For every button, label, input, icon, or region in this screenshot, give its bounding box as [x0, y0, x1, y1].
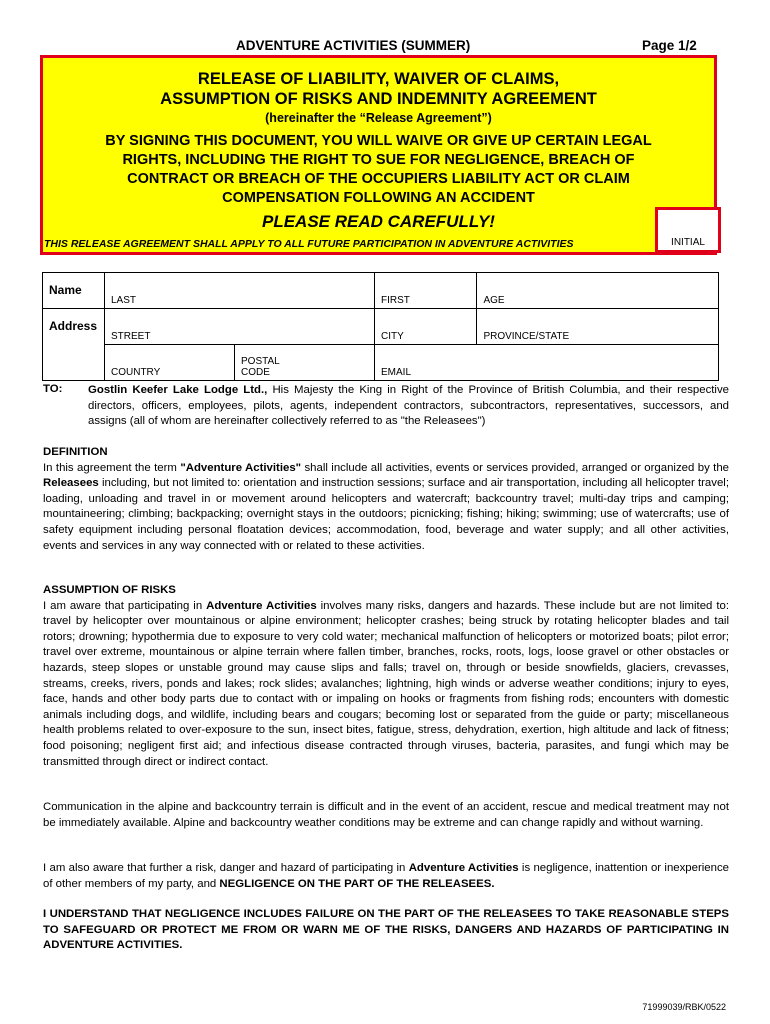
- risks-paragraph: [43, 599, 729, 771]
- banner-warning-line4: COMPENSATION FOLLOWING AN ACCIDENT: [222, 190, 535, 206]
- province-field[interactable]: [477, 309, 719, 345]
- street-label: STREET: [111, 331, 151, 342]
- definition-paragraph: [43, 461, 729, 555]
- postal-label: POSTAL: [241, 356, 280, 367]
- definition-text-3: including, but not limited to: orientation and instruction sessions; surface and air transportation, including all helicopter travel; loading, unloading and travel in or movement around helicopters and watercraft; backcountry travel; multi-day trips and camping; mountaineering; climbing; backpacking; overnight stays in the outdoors; picnicking; fishing; hiking; swimming; use of watercrafts; use of safety equipment including personal floatation devices; accommodation, food, beverage and water supply; and all other activities, events and services in any way connected with or related to these activities.: [43, 477, 729, 552]
- banner-warning-line1: BY SIGNING THIS DOCUMENT, YOU WILL WAIVE OR GIVE UP CERTAIN LEGAL: [105, 133, 652, 149]
- applies-notice: THIS RELEASE AGREEMENT SHALL APPLY TO ALL FUTURE PARTICIPATION IN ADVENTURE ACTIVITIES: [44, 238, 574, 250]
- risks-heading: ASSUMPTION OF RISKS: [43, 584, 176, 596]
- name-label: Name: [43, 273, 105, 309]
- address-label: Address: [43, 309, 105, 381]
- risks-section: [43, 583, 729, 770]
- definition-text-2: shall include all activities, events or services provided, arranged or organized by the: [301, 461, 729, 474]
- initial-label: INITIAL: [671, 237, 705, 248]
- aware-negligence: NEGLIGENCE ON THE PART OF THE RELEASEES.: [219, 877, 495, 890]
- aware-text-2: is negligence, inattention or inexperience of other members of my party, and: [43, 862, 730, 890]
- aware-text-1: I am also aware that further a risk, danger and hazard of participating in: [43, 862, 409, 874]
- participant-info-form: [42, 272, 719, 381]
- aware-paragraph: [43, 861, 729, 892]
- last-name-field[interactable]: [105, 273, 375, 309]
- definition-term: "Adventure Activities": [180, 461, 302, 474]
- postal-code-field[interactable]: [235, 345, 375, 381]
- code-label: CODE: [241, 367, 270, 378]
- definition-releasees: Releasees: [43, 477, 99, 490]
- document-title: ADVENTURE ACTIVITIES (SUMMER): [236, 38, 471, 53]
- first-label: FIRST: [381, 295, 410, 306]
- risks-text-1: I am aware that participating in: [43, 599, 207, 612]
- banner-title-line1: RELEASE OF LIABILITY, WAIVER OF CLAIMS,: [197, 70, 560, 88]
- definition-section: [43, 445, 729, 554]
- email-field[interactable]: [375, 345, 719, 381]
- risks-term: Adventure Activities: [206, 599, 317, 612]
- country-field[interactable]: [105, 345, 235, 381]
- risks-text-2: involves many risks, dangers and hazards. These include but are not limited to: travel by helicopter over mountainous or alpine environment; helicopter crashes; being struck by rotating helicopter blades and tail rotors; drowning; hypothermia due to exposure to very cold water; mechanical malfunction of helicopters or motorized boats; pilot error; travel over extreme, mountainous or alpine terrain where fallen timber, branches, rocks, roots, logs, loose gravel or other obstacles or hazards, steep slopes or unstable ground may cause slips and falls; travel on, through or beside snowfields, glaciers, crevasses, streams, creeks, rivers, ponds and lakes; rock slides; avalanches; lightning, high winds or adverse weather conditions; injury to eyes, face, hands and other body parts due to contact with or impaling on hooks or fragments from fishing rods; encounters with domestic animals including dogs, and wildlife, including bears and cougars; becoming lost or separated from the guide or party; miscellaneous health problems related to over-exposure to the sun, insect bites, fatigue, stress, dehydration, exertion, high altitude and lack of fitness; food poisoning; negligent first aid; and infectious disease contracted through viruses, bacteria, parasites, and fungi which may be transmitted through direct or indirect contact.: [43, 599, 730, 768]
- initial-field[interactable]: [655, 207, 721, 253]
- form-code: 71999039/RBK/0522: [642, 1002, 726, 1012]
- definition-heading: DEFINITION: [43, 446, 108, 458]
- banner-warning-line3: CONTRACT OR BREACH OF THE OCCUPIERS LIABILITY ACT OR CLAIM: [127, 171, 630, 187]
- province-label: PROVINCE/STATE: [483, 331, 570, 342]
- releasees-list: [88, 383, 729, 430]
- company-name: Gostlin Keefer Lake Lodge Ltd.,: [88, 384, 268, 396]
- page-number: Page 1/2: [642, 38, 697, 53]
- banner-subtitle: (hereinafter the “Release Agreement”): [265, 111, 492, 125]
- banner-warning-line2: RIGHTS, INCLUDING THE RIGHT TO SUE FOR NEGLIGENCE, BREACH OF: [122, 152, 635, 168]
- country-label: COUNTRY: [111, 367, 161, 378]
- banner-title-line2: ASSUMPTION OF RISKS AND INDEMNITY AGREEMENT: [160, 90, 597, 108]
- age-label: AGE: [483, 295, 505, 306]
- city-label: CITY: [381, 331, 404, 342]
- communication-paragraph: Communication in the alpine and backcountry terrain is difficult and in the event of an accident, rescue and medical treatment may not be immediately available. Alpine and backcountry weather conditions may be extreme and can change rapidly and without warning.: [43, 801, 729, 829]
- understand-paragraph: I UNDERSTAND THAT NEGLIGENCE INCLUDES FAILURE ON THE PART OF THE RELEASEES TO TAKE REASONABLE STEPS TO SAFEGUARD OR PROTECT ME FROM OR WARN ME OF THE RISKS, DANGERS AND HAZARDS OF PARTICIPATING IN ADVENTURE ACTIVITIES.: [43, 908, 729, 952]
- first-name-field[interactable]: [375, 273, 477, 309]
- aware-term: Adventure Activities: [408, 862, 519, 874]
- definition-text-1: In this agreement the term: [43, 461, 181, 474]
- email-label: EMAIL: [381, 367, 412, 378]
- release-banner: [40, 55, 717, 255]
- age-field[interactable]: [477, 273, 719, 309]
- please-read-carefully: PLEASE READ CAREFULLY!: [262, 212, 495, 231]
- to-label: TO:: [43, 383, 63, 395]
- street-field[interactable]: [105, 309, 375, 345]
- last-label: LAST: [111, 295, 137, 306]
- releasees-text: His Majesty the King in Right of the Province of British Columbia, and their respective directors, officers, employees, pilots, agents, independent contractors, subcontractors, representatives, successors, and assigns (all of whom are hereinafter collectively referred to as "the Releasees"): [88, 384, 729, 428]
- city-field[interactable]: [375, 309, 477, 345]
